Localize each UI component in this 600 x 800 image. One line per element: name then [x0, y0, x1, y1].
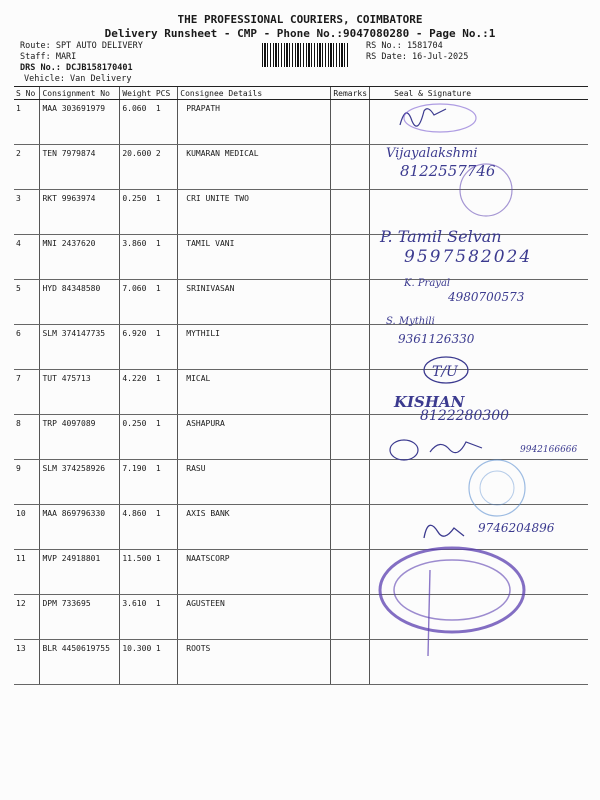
row-weight: 7.190 [120, 460, 154, 505]
row-consignee: PRAPATH [178, 100, 331, 145]
row-consignment: MAA 869796330 [40, 505, 120, 550]
row-remarks [331, 640, 370, 685]
row-sno: 11 [14, 550, 40, 595]
rs-number: RS No.: 1581704 [366, 41, 443, 51]
row-consignee: CRI UNITE TWO [178, 190, 331, 235]
staff-label: Staff: MARI [20, 52, 77, 62]
row-consignee: AXIS BANK [178, 505, 331, 550]
vehicle-label: Vehicle: Van Delivery [24, 74, 132, 84]
row-pcs: 1 [154, 640, 178, 685]
row-weight: 0.250 [120, 190, 154, 235]
row-remarks [331, 235, 370, 280]
row-remarks [331, 415, 370, 460]
row-pcs: 1 [154, 190, 178, 235]
barcode-image [262, 43, 350, 67]
row-consignment: TEN 7979874 [40, 145, 120, 190]
row-seal [370, 145, 588, 190]
table-row [14, 235, 588, 280]
company-title: THE PROFESSIONAL COURIERS, COIMBATORE [177, 13, 423, 26]
row-sno: 9 [14, 460, 40, 505]
handwriting-r9-phone: 9942166666 [520, 445, 578, 455]
row-remarks [331, 460, 370, 505]
handwriting-r8: KISHAN [394, 393, 465, 411]
row-seal [370, 550, 588, 595]
row-weight: 3.610 [120, 595, 154, 640]
handwriting-r4: P. Tamil Selvan [380, 227, 502, 246]
col-sno: S No [14, 87, 40, 100]
handwriting-r2-phone: 8122557746 [400, 162, 496, 180]
row-remarks [331, 550, 370, 595]
row-consignee: RASU [178, 460, 331, 505]
row-remarks [331, 145, 370, 190]
row-consignee: ROOTS [178, 640, 331, 685]
col-remarks: Remarks [331, 87, 370, 100]
row-seal [370, 415, 588, 460]
row-pcs: 2 [154, 145, 178, 190]
row-weight: 20.600 [120, 145, 154, 190]
handwriting-r8-phone: 8122280300 [420, 408, 510, 424]
row-weight: 0.250 [120, 415, 154, 460]
row-consignee: MYTHILI [178, 325, 331, 370]
row-weight: 3.860 [120, 235, 154, 280]
row-pcs: 1 [154, 415, 178, 460]
row-consignee: TAMIL VANI [178, 235, 331, 280]
row-sno: 4 [14, 235, 40, 280]
row-sno: 13 [14, 640, 40, 685]
row-seal [370, 595, 588, 640]
row-consignment: TRP 4097089 [40, 415, 120, 460]
row-seal [370, 460, 588, 505]
row-remarks [331, 370, 370, 415]
row-sno: 8 [14, 415, 40, 460]
row-consignee: MICAL [178, 370, 331, 415]
row-weight: 7.060 [120, 280, 154, 325]
table-row [14, 280, 588, 325]
row-consignee: ASHAPURA [178, 415, 331, 460]
row-pcs: 1 [154, 235, 178, 280]
row-consignment: RKT 9963974 [40, 190, 120, 235]
row-pcs: 1 [154, 505, 178, 550]
table-row [14, 145, 588, 190]
row-consignment: TUT 475713 [40, 370, 120, 415]
table-header-row [14, 87, 588, 100]
row-pcs: 1 [154, 280, 178, 325]
row-consignment: HYD 84348580 [40, 280, 120, 325]
handwriting-r7: T/U [432, 364, 458, 380]
col-consignee: Consignee Details [178, 87, 331, 100]
row-seal [370, 505, 588, 550]
row-pcs: 1 [154, 370, 178, 415]
table-row [14, 100, 588, 145]
runsheet-subtitle: Delivery Runsheet - CMP - Phone No.:9047080280 - Page No.:1 [104, 27, 496, 40]
runsheet-table [14, 86, 588, 685]
handwriting-r11-phone: 9746204896 [478, 521, 555, 535]
table-row [14, 640, 588, 685]
row-consignment: MNI 2437620 [40, 235, 120, 280]
handwriting-r4-phone: 9597582024 [404, 247, 533, 267]
row-weight: 6.920 [120, 325, 154, 370]
row-weight: 11.500 [120, 550, 154, 595]
table-row [14, 370, 588, 415]
table-row [14, 550, 588, 595]
row-seal [370, 325, 588, 370]
row-weight: 4.860 [120, 505, 154, 550]
col-consignment: Consignment No [40, 87, 120, 100]
row-remarks [331, 280, 370, 325]
handwriting-r2: Vijayalakshmi [386, 146, 478, 161]
row-sno: 7 [14, 370, 40, 415]
row-consignee: AGUSTEEN [178, 595, 331, 640]
row-seal [370, 235, 588, 280]
table-row [14, 190, 588, 235]
row-consignment: SLM 374258926 [40, 460, 120, 505]
row-weight: 6.060 [120, 100, 154, 145]
col-seal: Seal & Signature [370, 87, 588, 100]
row-seal [370, 190, 588, 235]
table-row [14, 325, 588, 370]
handwriting-r6: S. Mythili [386, 316, 435, 327]
row-consignment: DPM 733695 [40, 595, 120, 640]
row-consignment: MAA 303691979 [40, 100, 120, 145]
row-seal [370, 100, 588, 145]
row-sno: 1 [14, 100, 40, 145]
row-weight: 10.300 [120, 640, 154, 685]
row-weight: 4.220 [120, 370, 154, 415]
drs-number: DRS No.: DCJB158170401 [20, 63, 133, 73]
row-remarks [331, 325, 370, 370]
col-weight: Weight [120, 87, 154, 100]
row-seal [370, 640, 588, 685]
row-seal [370, 280, 588, 325]
row-sno: 6 [14, 325, 40, 370]
row-sno: 10 [14, 505, 40, 550]
table-row [14, 505, 588, 550]
table-row [14, 595, 588, 640]
table-row [14, 415, 588, 460]
row-consignee: KUMARAN MEDICAL [178, 145, 331, 190]
row-remarks [331, 100, 370, 145]
row-pcs: 1 [154, 460, 178, 505]
row-consignee: SRINIVASAN [178, 280, 331, 325]
row-consignment: SLM 374147735 [40, 325, 120, 370]
table-row [14, 460, 588, 505]
row-sno: 12 [14, 595, 40, 640]
row-pcs: 1 [154, 550, 178, 595]
row-remarks [331, 190, 370, 235]
row-consignee: NAATSCORP [178, 550, 331, 595]
row-consignment: BLR 4450619755 [40, 640, 120, 685]
handwriting-r5: K. Prayal [404, 278, 451, 289]
row-pcs: 1 [154, 325, 178, 370]
row-sno: 3 [14, 190, 40, 235]
row-sno: 5 [14, 280, 40, 325]
handwriting-r6-phone: 9361126330 [398, 332, 475, 346]
row-seal [370, 370, 588, 415]
handwriting-r5-phone: 4980700573 [448, 290, 525, 304]
row-pcs: 1 [154, 100, 178, 145]
row-sno: 2 [14, 145, 40, 190]
row-consignment: MVP 24918801 [40, 550, 120, 595]
col-pcs: PCS [154, 87, 178, 100]
rs-date: RS Date: 16-Jul-2025 [366, 52, 469, 62]
row-remarks [331, 505, 370, 550]
row-pcs: 1 [154, 595, 178, 640]
route-label: Route: SPT AUTO DELIVERY [20, 41, 143, 51]
row-remarks [331, 595, 370, 640]
